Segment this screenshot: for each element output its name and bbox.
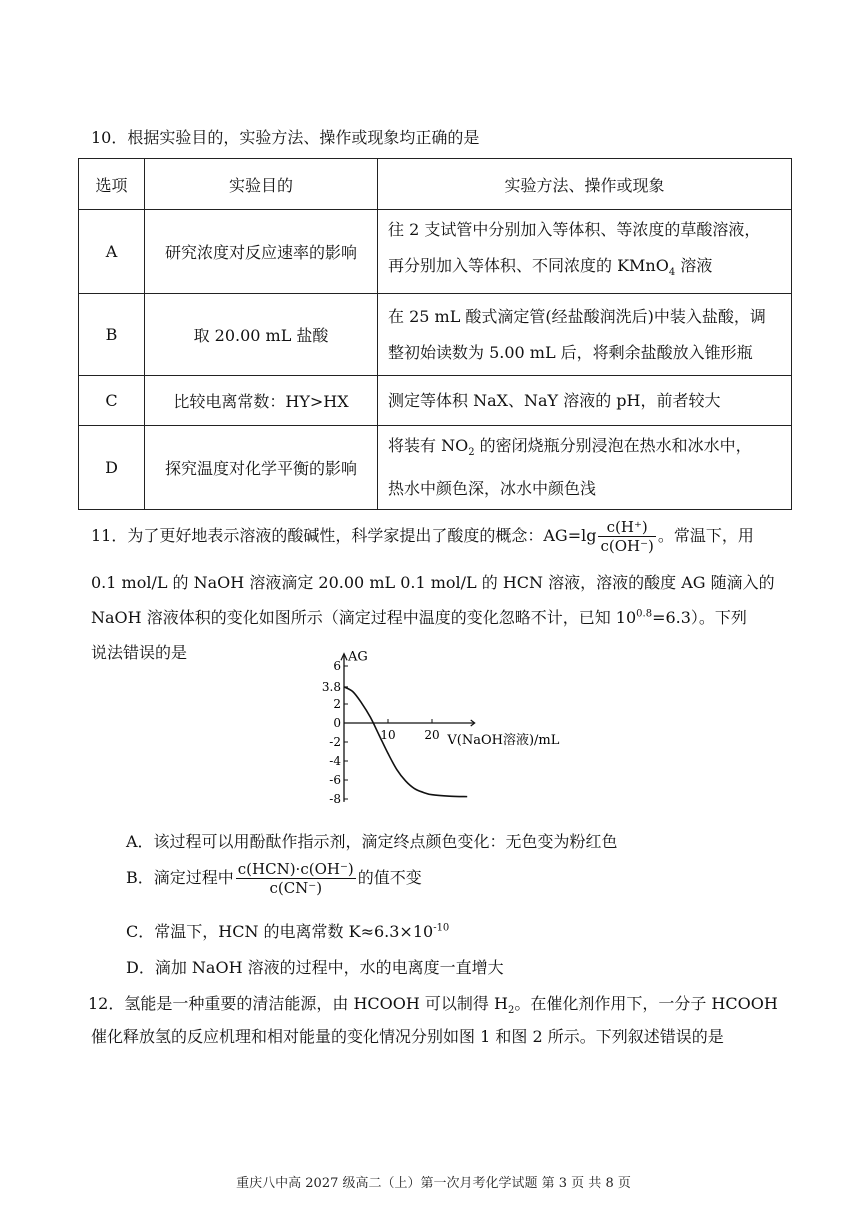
table-row <box>79 294 792 376</box>
row-option: B <box>79 294 145 376</box>
header-purpose: 实验目的 <box>145 159 378 210</box>
x-tick-label: 10 <box>380 728 396 742</box>
x-axis-label: V(NaOH溶液)/mL <box>447 733 560 748</box>
ag-titration-chart <box>300 646 600 806</box>
row-purpose: 探究温度对化学平衡的影响 <box>145 426 378 510</box>
row-method: 测定等体积 NaX、NaY 溶液的 pH，前者较大 <box>378 376 792 426</box>
row-option: C <box>79 376 145 426</box>
row-purpose: 比较电离常数：HY>HX <box>145 376 378 426</box>
y-tick-label: -6 <box>329 773 341 787</box>
option-b: B．滴定过程中 $\frac{\text{c(HCN)·c(OH⁻)}}{c(CN^-)}$ 的值不变 <box>126 860 422 897</box>
chart-ticks <box>322 659 440 806</box>
header-method: 实验方法、操作或现象 <box>378 159 792 210</box>
row-option: D <box>79 426 145 510</box>
question-11-line-1: 11．为了更好地表示溶液的酸碱性，科学家提出了酸度的概念：AG=lg $\frac{c(H^+)}{c(OH^-)}$ 。常温下，用 <box>91 518 754 555</box>
option-c: C．常温下，HCN 的电离常数 $K\approx 6.3\times 10^{-10}$ <box>126 922 450 941</box>
y-tick-label: -4 <box>329 754 341 768</box>
method-line: 热水中颜色深，冰水中颜色浅 <box>388 479 597 499</box>
row-method <box>378 294 792 376</box>
ag-fraction: $\frac{c(H^+)}{c(OH^-)}$ <box>600 518 654 555</box>
question-12-line-2: 催化释放氢的反应机理和相对能量的变化情况分别如图 1 和图 2 所示。下列叙述错误的是 <box>91 1027 724 1046</box>
row-method <box>378 426 792 510</box>
table-row <box>79 376 792 426</box>
method-line: 整初始读数为 5.00 mL 后，将剩余盐酸放入锥形瓶 <box>388 342 753 362</box>
y-axis-label: AG <box>348 649 368 665</box>
option-a: A．该过程可以用酚酞作指示剂，滴定终点颜色变化：无色变为粉红色 <box>126 832 618 851</box>
row-option: A <box>79 210 145 294</box>
x-tick-label: 20 <box>424 728 440 742</box>
y-tick-label: 3.8 <box>321 679 341 694</box>
option-b-fraction: $\frac{\text{c(HCN)·c(OH⁻)}}{c(CN^-)}$ <box>237 860 354 897</box>
question-10-stem: 10．根据实验目的，实验方法、操作或现象均正确的是 <box>91 128 480 147</box>
table-row <box>79 426 792 510</box>
page-footer: 重庆八中高 2027 级高二（上）第一次月考化学试题 第 3 页 共 8 页 <box>236 1176 631 1191</box>
y-tick-label: -8 <box>329 792 341 806</box>
y-tick-label: 6 <box>333 659 341 673</box>
question-12-line-1: 12．氢能是一种重要的清洁能源，由 HCOOH 可以制得 $H_2$。在催化剂作用下，一分子 HCOOH <box>88 994 778 1017</box>
experiment-table <box>78 158 792 510</box>
question-11-line-2: 0.1 mol/L 的 NaOH 溶液滴定 20.00 mL 0.1 mol/L 的 HCN 溶液，溶液的酸度 AG 随滴入的 <box>91 573 775 592</box>
y-tick-label: 0 <box>333 716 341 730</box>
table-header-row <box>79 159 792 210</box>
method-line: 将装有 $NO_2$ 的密闭烧瓶分别浸泡在热水和冰水中， <box>388 435 752 459</box>
question-11-line-4: 说法错误的是 <box>91 643 188 662</box>
y-tick-label: -2 <box>329 735 341 749</box>
option-d: D．滴加 NaOH 溶液的过程中，水的电离度一直增大 <box>126 958 504 977</box>
y-tick-label: 2 <box>333 697 341 711</box>
row-method <box>378 210 792 294</box>
question-11-line-3: NaOH 溶液体积的变化如图所示（滴定过程中温度的变化忽略不计，已知 $10^{0.8}=6.3$）。下列 <box>91 608 747 627</box>
row-purpose: 研究浓度对反应速率的影响 <box>145 210 378 294</box>
table-row <box>79 210 792 294</box>
method-line: 在 25 mL 酸式滴定管(经盐酸润洗后)中装入盐酸，调 <box>388 306 766 326</box>
method-line: 往 2 支试管中分别加入等体积、等浓度的草酸溶液， <box>388 219 761 239</box>
row-purpose: 取 20.00 mL 盐酸 <box>145 294 378 376</box>
header-option: 选项 <box>79 159 145 210</box>
method-line: 再分别加入等体积、不同浓度的 KMnO$_4$ 溶液 <box>388 255 713 279</box>
